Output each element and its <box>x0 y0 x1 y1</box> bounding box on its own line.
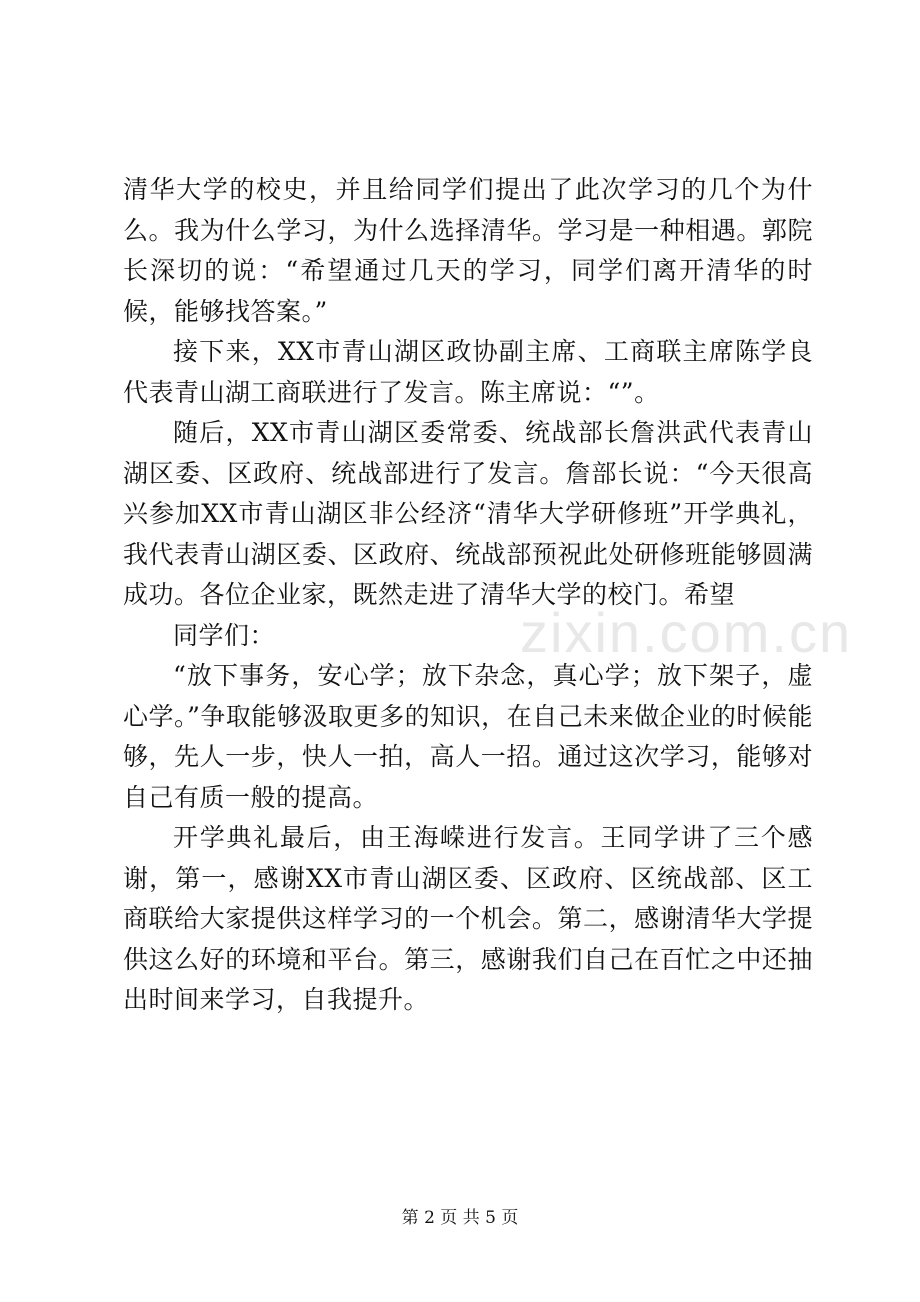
paragraph-6: 开学典礼最后，由王海嵘进行发言。王同学讲了三个感谢，第一，感谢XX市青山湖区委、区政府、区统战部、区工商联给大家提供这样学习的一个机会。第二，感谢清华大学提供这么好的环境和平台。第三，感谢我们自己在百忙之中还抽出时间来学习，自我提升。 <box>123 823 813 1014</box>
paragraph-1: 清华大学的校史，并且给同学们提出了此次学习的几个为什么。我为什么学习，为什么选择清华。学习是一种相遇。郭院长深切的说：“希望通过几天的学习，同学们离开清华的时候，能够找答案。” <box>123 175 813 326</box>
paragraph-5: “放下事务，安心学；放下杂念，真心学；放下架子，虚心学。”争取能够汲取更多的知识，在自己未来做企业的时候能够，先人一步，快人一拍，高人一招。通过这次学习，能够对自己有质一般的提高。 <box>123 661 813 812</box>
paragraph-2: 接下来，XX市青山湖区政协副主席、工商联主席陈学良代表青山湖工商联进行了发言。陈主席说：“”。 <box>123 337 813 407</box>
watermark: zixin.com.cn <box>520 601 853 664</box>
page-footer: 第 2 页 共 5 页 <box>401 1208 519 1228</box>
paragraph-4: 同学们： <box>173 620 276 650</box>
document-body <box>123 170 813 1021</box>
paragraph-3: 随后，XX市青山湖区委常委、统战部长詹洪武代表青山湖区委、区政府、统战部进行了发言。詹部长说：“今天很高兴参加XX市青山湖区非公经济“清华大学研修班”开学典礼，我代表青山湖区委、区政府、统战部预祝此处研修班能够圆满成功。各位企业家，既然走进了清华大学的校门。希望 <box>123 418 813 609</box>
